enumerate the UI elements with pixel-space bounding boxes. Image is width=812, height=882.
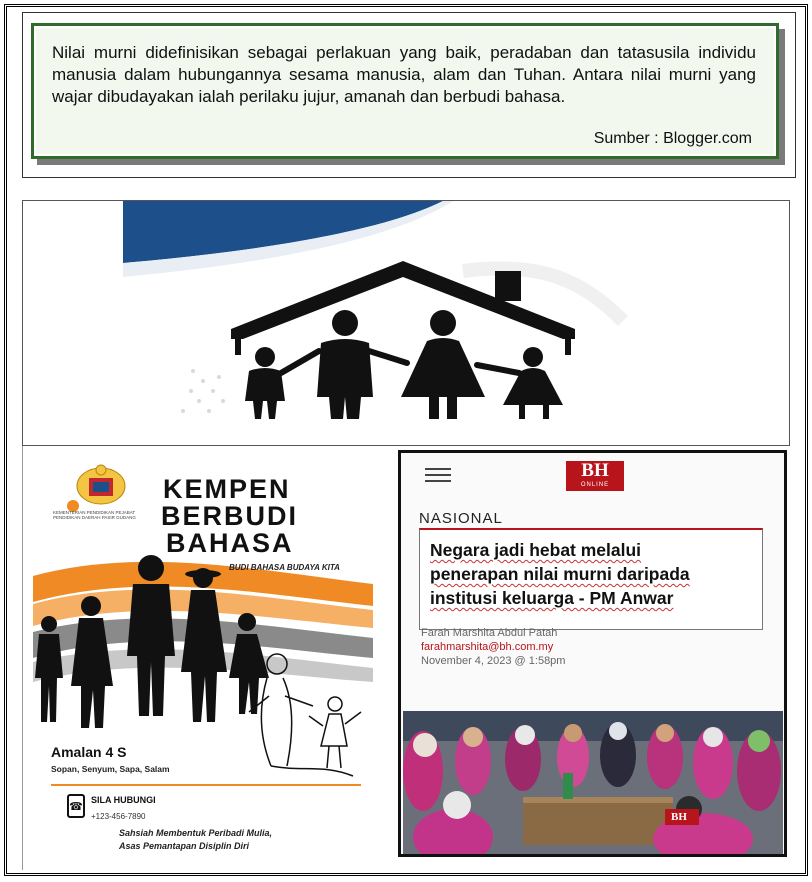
headline-line3: institusi keluarga - PM Anwar xyxy=(430,588,674,608)
quote-text: Nilai murni didefinisikan sebagai perlakuan yang baik, peradaban dan tatasusila individu manusia dalam hubungannya sesama manusia, alam dan Tuhan. Antara nilai murni yang wajar dibudayakan ialah perilaku jujur, amanah dan berbudi bahasa. xyxy=(52,43,756,106)
poster-title-line1: KEMPEN xyxy=(163,474,291,504)
logo-main: BH xyxy=(581,460,609,481)
headline-line1: Negara jadi hebat melalui xyxy=(430,540,642,560)
article-email[interactable]: farahmarshita@bh.com.my xyxy=(421,641,554,653)
logo-sub: ONLINE xyxy=(580,482,610,488)
poster-motto xyxy=(119,827,272,853)
news-article-card xyxy=(398,450,787,857)
ministry-label: KEMENTERIAN PENDIDIKAN PEJABAT PENDIDIKAN DAERAH PASIR GUDANG xyxy=(53,510,136,520)
family-house-icon xyxy=(23,201,790,446)
campaign-poster xyxy=(22,446,381,870)
headline-box xyxy=(419,528,763,630)
quote-panel xyxy=(22,12,796,178)
amalan-items: Sopan, Senyum, Sapa, Salam xyxy=(51,764,170,774)
family-illustration xyxy=(22,200,790,446)
poster-divider xyxy=(51,784,361,786)
contact-phone: +123-456-7890 xyxy=(91,812,146,821)
motto-line2: Asas Pemantapan Disiplin Diri xyxy=(119,841,250,851)
headline-line2: penerapan nilai murni daripada xyxy=(430,564,690,584)
bh-online-logo[interactable] xyxy=(566,461,624,491)
news-section[interactable]: NASIONAL xyxy=(419,510,503,527)
article-author: Farah Marshita Abdul Patah xyxy=(421,627,558,639)
poster-title-line2: BERBUDI xyxy=(161,501,299,531)
quote-source: Sumber : Blogger.com xyxy=(593,130,752,147)
contact-label: SILA HUBUNGI xyxy=(91,795,156,805)
article-date: November 4, 2023 @ 1:58pm xyxy=(421,655,566,667)
quote-box xyxy=(31,23,779,159)
phone-icon: ☎ xyxy=(67,794,85,818)
poster-title-line3: BAHASA xyxy=(166,528,294,558)
poster-tagline: BUDI BAHASA BUDAYA KITA xyxy=(229,563,340,572)
menu-icon[interactable] xyxy=(425,468,451,486)
crowd-photo xyxy=(403,711,783,857)
amalan-title: Amalan 4 S xyxy=(51,744,127,760)
motto-line1: Sahsiah Membentuk Peribadi Mulia, xyxy=(119,828,273,838)
crest-icon xyxy=(67,465,125,512)
news-photo xyxy=(403,711,783,857)
photo-watermark: BH xyxy=(671,811,687,823)
